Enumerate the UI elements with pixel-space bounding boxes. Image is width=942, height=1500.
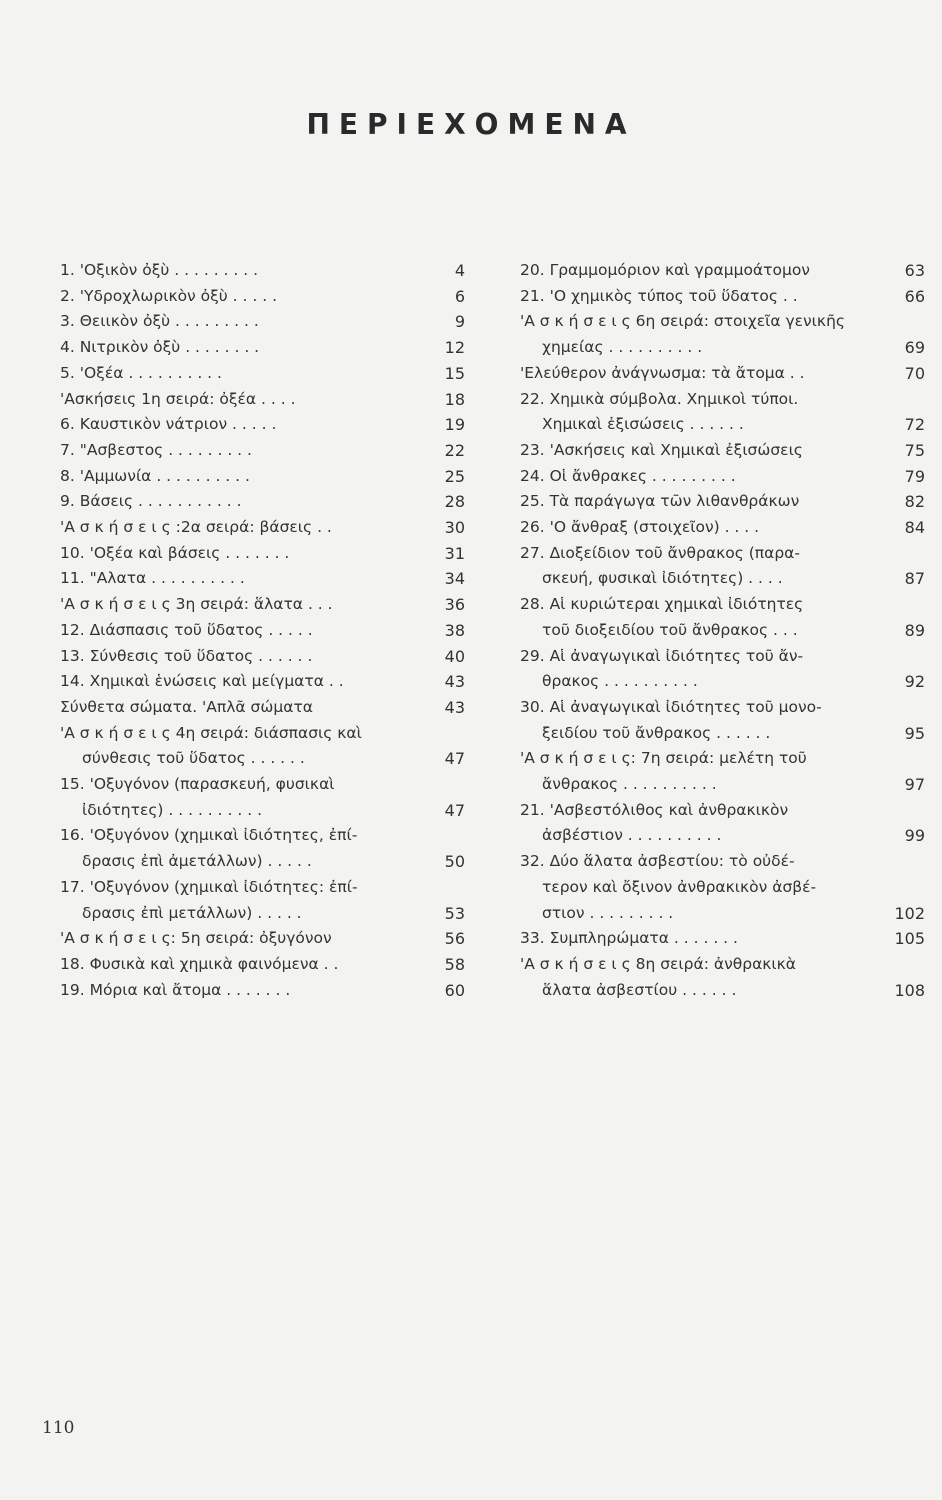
toc-entry-page: 12 — [444, 338, 465, 358]
toc-entry-text: 30. Αἱ ἀναγωγικαὶ ἰδιότητες τοῦ μονο- — [520, 697, 822, 716]
toc-entry-page: 4 — [454, 261, 465, 280]
toc-entry-text: 1. 'Οξικὸν ὀξὺ . . . . . . . . . — [60, 261, 259, 279]
toc-entry-text: 10. 'Οξέα καὶ βάσεις . . . . . . . — [60, 543, 290, 562]
toc-entry-page: 18 — [444, 389, 465, 409]
toc-entry-text: 14. Χημικαὶ ἑνώσεις καὶ μείγματα . . — [60, 672, 344, 691]
toc-entry — [520, 798, 925, 849]
toc-entry — [520, 309, 925, 360]
toc-entry — [60, 669, 465, 695]
toc-entry-text: 'Α σ κ ή σ ε ι ς 4η σειρά: διάσπασις καὶ — [60, 723, 362, 742]
toc-entry-text: 21. 'Ασβεστόλιθος καὶ ἀνθρακικὸν — [520, 800, 789, 819]
toc-entry-page: 6 — [454, 286, 465, 306]
toc-entry — [520, 464, 925, 490]
toc-entry-text: 3. Θειικὸν ὀξὺ . . . . . . . . . — [60, 312, 259, 331]
toc-entry — [520, 849, 925, 926]
toc-entry — [60, 772, 465, 823]
toc-entry — [60, 387, 465, 413]
toc-entry-text: 17. 'Οξυγόνον (χημικαὶ ἰδιότητες: ἐπί- — [60, 877, 358, 896]
toc-entry — [60, 335, 465, 361]
toc-entry-text: 'Α σ κ ή σ ε ι ς 8η σειρά: ἀνθρακικὰ — [520, 954, 797, 973]
toc-entry-text: τοῦ διοξειδίου τοῦ ἄνθρακος . . . — [542, 620, 798, 639]
toc-entry-page: 75 — [904, 440, 925, 460]
toc-entry-text: 4. Νιτρικὸν ὀξὺ . . . . . . . . — [60, 338, 260, 357]
toc-entry-text: 'Α σ κ ή σ ε ι ς 3η σειρά: ἅλατα . . . — [60, 595, 333, 614]
toc-entry — [520, 746, 925, 797]
toc-entry-text: 6. Καυστικὸν νάτριον . . . . . — [60, 415, 277, 434]
toc-entry-page: 79 — [904, 466, 925, 486]
toc-entry-text: 16. 'Οξυγόνον (χημικαὶ ἰδιότητες, ἐπί- — [60, 826, 358, 845]
toc-entry — [60, 361, 465, 387]
toc-entry-page: 69 — [904, 338, 925, 358]
toc-entry-page: 82 — [904, 492, 925, 512]
toc-entry-page: 92 — [904, 672, 925, 692]
toc-entry — [60, 258, 465, 284]
toc-entry-text: 13. Σύνθεσις τοῦ ὕδατος . . . . . . — [60, 646, 313, 665]
toc-entry-page: 89 — [904, 620, 925, 640]
toc-entry-text: 29. Αἱ ἀναγωγικαὶ ἰδιότητες τοῦ ἄν- — [520, 646, 804, 665]
toc-entry-page: 15 — [444, 363, 465, 383]
toc-entry-text: στιον . . . . . . . . . — [542, 903, 674, 922]
toc-entry-text: ἅλατα ἀσβεστίου . . . . . . — [542, 980, 737, 999]
toc-entry-text: 9. Βάσεις . . . . . . . . . . . — [60, 492, 242, 511]
toc-entry-page: 47 — [444, 749, 465, 769]
page-title: ΠΕΡΙΕΧΟΜΕΝΑ — [306, 108, 636, 141]
toc-entry — [520, 361, 925, 387]
toc-entry-page: 53 — [444, 903, 465, 923]
toc-entry — [520, 489, 925, 515]
toc-entry-page: 43 — [444, 697, 465, 717]
toc-entry — [60, 875, 465, 926]
toc-entry — [60, 284, 465, 310]
toc-entry — [60, 541, 465, 567]
toc-entry — [60, 823, 465, 874]
toc-entry — [520, 926, 925, 952]
toc-entry-text: 28. Αἱ κυριώτεραι χημικαὶ ἰδιότητες — [520, 595, 804, 614]
toc-entry-page: 72 — [904, 415, 925, 435]
toc-entry — [60, 438, 465, 464]
toc-entry — [520, 644, 925, 695]
toc-entry-text: 18. Φυσικὰ καὶ χημικὰ φαινόμενα . . — [60, 954, 339, 973]
toc-entry — [60, 515, 465, 541]
toc-entry-text: 'Α σ κ ή σ ε ι ς :2α σειρά: βάσεις . . — [60, 518, 332, 537]
toc-entry-text: 32. Δύο ἅλατα ἀσβεστίου: τὸ οὐδέ- — [520, 852, 795, 871]
toc-entry — [60, 566, 465, 592]
toc-entry-text: 5. 'Οξέα . . . . . . . . . . — [60, 363, 222, 382]
toc-entry-text: δρασις ἐπὶ μετάλλων) . . . . . — [82, 903, 302, 922]
toc-entry — [520, 284, 925, 310]
toc-entry-text: 8. 'Αμμωνία . . . . . . . . . . — [60, 466, 250, 485]
toc-entry-page: 25 — [444, 466, 465, 486]
toc-entry — [60, 309, 465, 335]
toc-entry-text: ἀσβέστιον . . . . . . . . . . — [542, 826, 722, 845]
toc-entry-page: 84 — [904, 518, 925, 538]
toc-entry-text: 19. Μόρια καὶ ἄτομα . . . . . . . — [60, 980, 291, 999]
toc-entry-text: 11. "Αλατα . . . . . . . . . . — [60, 569, 245, 588]
toc-entry-page: 22 — [444, 440, 465, 460]
toc-entry-text: χημείας . . . . . . . . . . — [542, 338, 703, 357]
toc-entry — [60, 464, 465, 490]
toc-entry-page: 60 — [444, 980, 465, 1000]
toc-entry-text: σύνθεσις τοῦ ὕδατος . . . . . . — [82, 749, 305, 768]
toc-entry-text: Σύνθετα σώματα. 'Απλᾶ σώματα — [60, 697, 313, 716]
toc-entry — [60, 489, 465, 515]
toc-entry-page: 28 — [444, 492, 465, 512]
toc-entry-text: ἄνθρακος . . . . . . . . . . — [542, 775, 717, 794]
toc-entry-text: 'Α σ κ ή σ ε ι ς 6η σειρά: στοιχεῖα γενικῆς — [520, 312, 845, 331]
toc-entry-text: 12. Διάσπασις τοῦ ὕδατος . . . . . — [60, 620, 313, 639]
toc-entry-text: ξειδίου τοῦ ἄνθρακος . . . . . . — [542, 723, 771, 742]
toc-entry — [60, 952, 465, 978]
toc-entry-text: 24. Οἱ ἄνθρακες . . . . . . . . . — [520, 466, 736, 485]
toc-entry-page: 70 — [904, 363, 925, 383]
toc-entry-text: 2. 'Υδροχλωρικὸν ὀξὺ . . . . . — [60, 286, 278, 305]
toc-entry-page: 105 — [894, 929, 925, 949]
toc-entry-text: 26. 'Ο ἄνθραξ (στοιχεῖον) . . . . — [520, 518, 760, 537]
toc-entry-page: 56 — [444, 929, 465, 949]
toc-entry — [60, 695, 465, 721]
toc-entry-text: 'Α σ κ ή σ ε ι ς: 5η σειρά: ὀξυγόνον — [60, 929, 332, 948]
toc-entry-text: 33. Συμπληρώματα . . . . . . . — [520, 929, 738, 948]
toc-left-column — [60, 258, 465, 1003]
toc-entry — [60, 412, 465, 438]
toc-entry-text: 22. Χημικὰ σύμβολα. Χημικοὶ τύποι. — [520, 389, 799, 408]
toc-entry-page: 95 — [904, 723, 925, 743]
toc-entry-page: 31 — [444, 543, 465, 563]
toc-entry-page: 40 — [444, 646, 465, 666]
toc-entry — [520, 592, 925, 643]
toc-entry-text: δρασις ἐπὶ ἀμετάλλων) . . . . . — [82, 852, 312, 871]
toc-entry — [60, 978, 465, 1004]
toc-entry-page: 66 — [904, 286, 925, 306]
toc-entry — [520, 952, 925, 1003]
toc-entry-text: 21. 'Ο χημικὸς τύπος τοῦ ὕδατος . . — [520, 286, 798, 305]
toc-entry-page: 102 — [894, 903, 925, 923]
toc-entry-page: 34 — [444, 569, 465, 589]
toc-entry-text: 'Α σ κ ή σ ε ι ς: 7η σειρά: μελέτη τοῦ — [520, 749, 807, 768]
toc-entry-page: 97 — [904, 775, 925, 795]
toc-entry — [60, 618, 465, 644]
toc-entry-text: 'Ελεύθερον ἀνάγνωσμα: τὰ ἄτομα . . — [520, 363, 805, 382]
toc-entry-text: Χημικαὶ ἐξισώσεις . . . . . . — [542, 415, 744, 434]
toc-entry-text: ἰδιότητες) . . . . . . . . . . — [82, 800, 263, 819]
toc-entry-text: 25. Τὰ παράγωγα τῶν λιθανθράκων — [520, 492, 800, 511]
toc-entry-text: 20. Γραμμομόριον καὶ γραμμοάτομον — [520, 261, 810, 279]
toc-entry-page: 36 — [444, 595, 465, 615]
toc-entry-page: 87 — [904, 569, 925, 589]
toc-entry — [520, 515, 925, 541]
toc-entry-page: 43 — [444, 672, 465, 692]
toc-entry — [60, 721, 465, 772]
toc-entry-text: σκευή, φυσικαὶ ἰδιότητες) . . . . — [542, 569, 783, 588]
toc-entry-page: 50 — [444, 852, 465, 872]
toc-entry-text: 'Ασκήσεις 1η σειρά: ὀξέα . . . . — [60, 389, 296, 408]
toc-entry-text: 23. 'Ασκήσεις καὶ Χημικαὶ ἐξισώσεις — [520, 440, 803, 459]
toc-entry-page: 19 — [444, 415, 465, 435]
toc-entry — [520, 258, 925, 284]
toc-entry-text: θρακος . . . . . . . . . . — [542, 672, 698, 691]
toc-entry-text: 15. 'Οξυγόνον (παρασκευή, φυσικαὶ — [60, 775, 335, 794]
toc-entry — [60, 644, 465, 670]
toc-entry — [520, 438, 925, 464]
toc-entry-page: 30 — [444, 518, 465, 538]
toc-entry-page: 38 — [444, 620, 465, 640]
toc-entry-text: 27. Διοξείδιον τοῦ ἄνθρακος (παρα- — [520, 543, 800, 562]
toc-entry-page: 99 — [904, 826, 925, 846]
toc-entry — [60, 926, 465, 952]
toc-entry — [520, 541, 925, 592]
page-number: 110 — [42, 1418, 75, 1438]
toc-entry-page: 47 — [444, 800, 465, 820]
toc-entry-page: 108 — [894, 980, 925, 1000]
toc-entry-page: 9 — [454, 312, 465, 332]
toc-entry-page: 58 — [444, 954, 465, 974]
toc-right-column — [520, 258, 925, 1003]
toc-entry — [520, 387, 925, 438]
toc-entry — [520, 695, 925, 746]
toc-entry-text: 7. "Ασβεστος . . . . . . . . . — [60, 440, 252, 459]
toc-entry-text: τερον καὶ ὄξινον ἀνθρακικὸν ἀσβέ- — [542, 877, 817, 896]
toc-entry — [60, 592, 465, 618]
toc-entry-page: 63 — [904, 261, 925, 280]
